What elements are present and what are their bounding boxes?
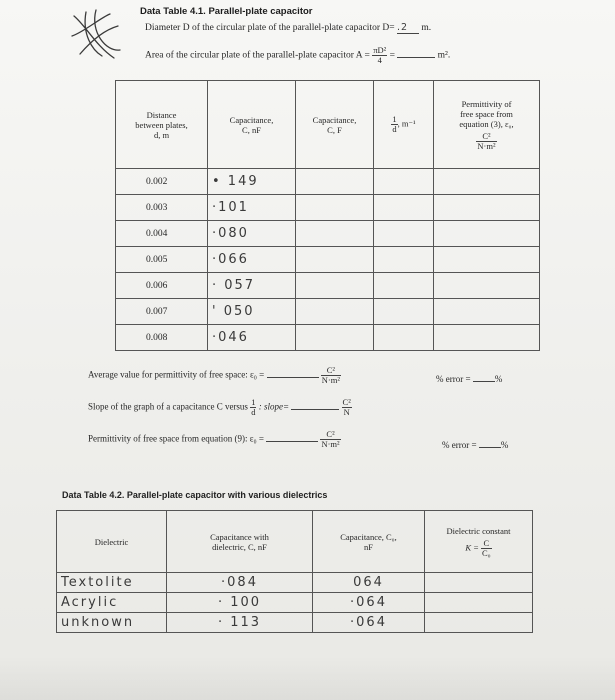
cap-with-cell[interactable]: ·084 (167, 573, 313, 593)
avg-label: Average value for permittivity of free space: ε₀ = (88, 369, 265, 380)
diameter-value: .2 (397, 22, 419, 34)
table-row (116, 247, 540, 273)
header-distance-l3: d, m (153, 129, 170, 140)
header-cap-with-l1: Capacitance with (210, 531, 269, 542)
table-row (116, 273, 540, 299)
capacitance-f-cell[interactable] (296, 221, 374, 247)
perm-unit-fraction (476, 132, 496, 151)
distance-cell: 0.006 (116, 273, 208, 299)
area-eq2: = (389, 50, 395, 61)
dielectric-cell[interactable]: unknown (57, 613, 167, 633)
margin-scribble-icon (66, 6, 128, 66)
inverse-d-cell[interactable] (374, 273, 434, 299)
dielectric-cell[interactable]: Acrylic (57, 593, 167, 613)
inv-d-num: 1 (392, 114, 397, 124)
table2-header-row (57, 511, 533, 573)
cap-c0-cell[interactable]: 064 (313, 573, 425, 593)
slope-fraction (250, 398, 256, 417)
area-line (145, 46, 450, 65)
header-permittivity (434, 81, 540, 169)
table-row (116, 325, 540, 351)
table-row (116, 195, 540, 221)
header-cap-nf-l2: C, nF (242, 124, 261, 135)
dielectric-cell[interactable]: Textolite (57, 573, 167, 593)
area-num: πD² (373, 45, 387, 55)
cap-with-cell[interactable]: · 100 (167, 593, 313, 613)
area-label: Area of the circular plate of the parallel-plate capacitor (145, 50, 354, 61)
avg-blank[interactable] (267, 377, 319, 378)
avg-percent-label: % error = (436, 374, 471, 384)
header-cap-f (296, 81, 374, 169)
avg-percent-blank[interactable] (473, 381, 495, 382)
permittivity-cell[interactable] (434, 247, 540, 273)
header-perm-l2: free space from (460, 108, 513, 119)
distance-cell: 0.005 (116, 247, 208, 273)
header-perm-l1: Permittivity of (461, 98, 512, 109)
header-distance-l2: between plates, (135, 119, 188, 130)
k-cell[interactable] (425, 573, 533, 593)
permittivity-eq9-line (88, 430, 341, 449)
header-inv-d (374, 81, 434, 169)
capacitance-f-cell[interactable] (296, 325, 374, 351)
page-shadow (0, 656, 615, 700)
slope-line (88, 398, 352, 417)
distance-cell: 0.003 (116, 195, 208, 221)
area-fraction (372, 46, 387, 65)
capacitance-f-cell[interactable] (296, 169, 374, 195)
perm-percent-label: % error = (442, 440, 477, 450)
perm-percent-sign: % (500, 440, 509, 450)
slope-eq: : slope= (258, 401, 290, 412)
cap-with-cell[interactable]: · 113 (167, 613, 313, 633)
diameter-label: Diameter D of the circular plate of the parallel-plate capacitor (145, 23, 380, 33)
table2 (56, 510, 533, 633)
header-k-formula (425, 539, 532, 558)
capacitance-cell[interactable]: ·080 (208, 221, 296, 247)
table-row (116, 221, 540, 247)
cap-c0-cell[interactable]: ·064 (313, 613, 425, 633)
slope-label: Slope of the graph of a capacitance C versus (88, 401, 248, 412)
k-fraction (481, 539, 492, 558)
header-distance (116, 81, 208, 169)
table1-title: Data Table 4.1. Parallel-plate capacitor (140, 6, 313, 17)
perm-eq-unit-den: N·m² (321, 439, 340, 449)
diameter-unit: m. (421, 23, 432, 33)
perm-eq-label: Permittivity of free space from equation (9): ε₀ = (88, 433, 264, 444)
header-cap-nf-l1: Capacitance, (229, 114, 274, 125)
capacitance-cell[interactable]: · 057 (208, 273, 296, 299)
perm-num: C² (476, 132, 496, 142)
avg-unit-num: C² (321, 366, 341, 376)
area-blank (397, 57, 435, 58)
table1-header-row (116, 81, 540, 169)
header-cap-c0 (313, 511, 425, 573)
avg-unit-fraction (321, 366, 341, 385)
perm-den: N·m² (477, 140, 496, 151)
header-cap-f-l2: C, F (327, 124, 342, 135)
k-cell[interactable] (425, 613, 533, 633)
average-permittivity-line (88, 366, 341, 385)
avg-percent-error (436, 374, 502, 384)
slope-num: 1 (251, 397, 256, 407)
k-num: C (481, 539, 492, 549)
capacitance-f-cell[interactable] (296, 195, 374, 221)
permittivity-cell[interactable] (434, 325, 540, 351)
cap-c0-cell[interactable]: ·064 (313, 593, 425, 613)
permittivity-cell[interactable] (434, 273, 540, 299)
area-den: 4 (377, 55, 382, 65)
table1 (115, 80, 540, 351)
inv-d-unit: , m⁻¹ (397, 118, 416, 129)
capacitance-cell[interactable]: ·101 (208, 195, 296, 221)
table-row (57, 573, 533, 593)
avg-percent-sign: % (494, 374, 503, 384)
k-cell[interactable] (425, 593, 533, 613)
capacitance-cell[interactable]: ·066 (208, 247, 296, 273)
header-cap-c0-l1: Capacitance, C₀, (340, 531, 397, 542)
diameter-line (145, 22, 431, 34)
slope-blank[interactable] (291, 409, 339, 410)
capacitance-cell[interactable]: • 149 (208, 169, 296, 195)
slope-unit-den: N (343, 407, 350, 417)
perm-eq-blank[interactable] (266, 441, 318, 442)
header-distance-l1: Distance (146, 109, 177, 120)
k-den: C₀ (482, 547, 491, 558)
slope-den: d (251, 407, 256, 417)
inverse-d-cell[interactable] (374, 221, 434, 247)
distance-cell: 0.007 (116, 299, 208, 325)
inverse-d-cell[interactable] (374, 325, 434, 351)
avg-unit-den: N·m² (321, 375, 340, 385)
capacitance-f-cell[interactable] (296, 299, 374, 325)
distance-cell: 0.002 (116, 169, 208, 195)
table-row (116, 169, 540, 195)
table2-title: Data Table 4.2. Parallel-plate capacitor with various dielectrics (62, 490, 328, 500)
table-row (57, 593, 533, 613)
header-cap-f-l1: Capacitance, (312, 114, 357, 125)
inverse-d-cell[interactable] (374, 299, 434, 325)
perm-percent-error (442, 440, 508, 450)
table-row (57, 613, 533, 633)
perm-percent-blank[interactable] (479, 447, 501, 448)
inverse-d-cell[interactable] (374, 169, 434, 195)
permittivity-cell[interactable] (434, 169, 540, 195)
slope-unit-num: C² (342, 397, 351, 407)
capacitance-f-cell[interactable] (296, 247, 374, 273)
area-eq: A = (355, 50, 370, 61)
diameter-eq: D= (382, 23, 395, 33)
k-eq: K = (465, 541, 479, 552)
slope-unit-fraction (342, 398, 352, 417)
permittivity-cell[interactable] (434, 195, 540, 221)
header-perm-l3: equation (3), ε₀, (459, 118, 514, 129)
capacitance-cell[interactable]: ·046 (208, 325, 296, 351)
header-k (425, 511, 533, 573)
header-k-label: Dielectric constant (446, 525, 511, 536)
header-cap-with-l2: dielectric, C, nF (212, 541, 267, 552)
header-cap-c0-l2: nF (364, 541, 373, 552)
distance-cell: 0.004 (116, 221, 208, 247)
header-dielectric: Dielectric (57, 511, 167, 573)
table-row (116, 299, 540, 325)
permittivity-cell[interactable] (434, 221, 540, 247)
perm-eq-unit-num: C² (320, 430, 340, 440)
header-cap-nf (208, 81, 296, 169)
permittivity-cell[interactable] (434, 299, 540, 325)
distance-cell: 0.008 (116, 325, 208, 351)
inverse-d-cell[interactable] (374, 247, 434, 273)
inv-d-den: d (392, 124, 397, 134)
inverse-d-cell[interactable] (374, 195, 434, 221)
area-unit: m². (437, 50, 451, 61)
perm-eq-unit-fraction (320, 430, 340, 449)
capacitance-f-cell[interactable] (296, 273, 374, 299)
capacitance-cell[interactable]: ' 050 (208, 299, 296, 325)
header-cap-with (167, 511, 313, 573)
